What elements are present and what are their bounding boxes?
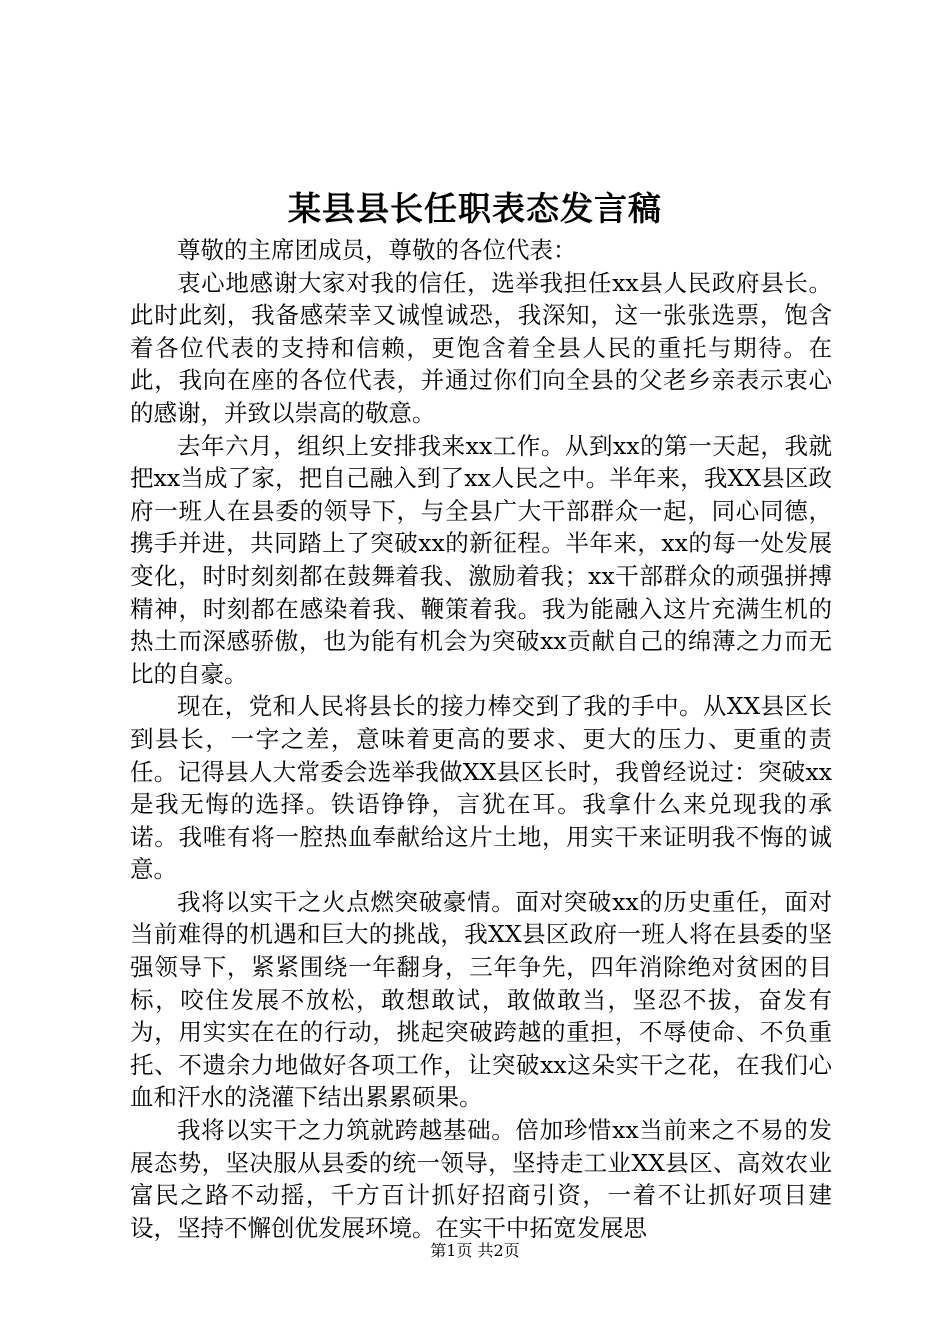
salutation-paragraph: 尊敬的主席团成员，尊敬的各位代表： — [177, 236, 577, 264]
body-paragraph: 现在，党和人民将县长的接力棒交到了我的手中。从XX县区长到县长，一字之差，意味着更高的要求、更大的压力、更重的责任。记得县人大常委会选举我做XX县区长时，我曾经说过：突破xx是我无悔的选择。铁语铮铮，言犹在耳。我拿什么来兑现我的承诺。我唯有将一腔热血奉献给这片土地，用实干来证明我不悔的诚意。 — [130, 692, 832, 884]
body-paragraph: 去年六月，组织上安排我来xx工作。从到xx的第一天起，我就把xx当成了家，把自己融入到了xx人民之中。半年来，我XX县区政府一班人在县委的领导下，与全县广大干部群众一起，同心同德，携手并进，共同踏上了突破xx的新征程。半年来，xx的每一处发展变化，时时刻刻都在鼓舞着我、激励着我；xx干部群众的顽强拼搏精神，时刻都在感染着我、鞭策着我。我为能融入这片充满生机的热土而深感骄傲，也为能有机会为突破xx贡献自己的绵薄之力而无比的自豪。 — [130, 431, 832, 688]
page-number-footer: 第1页 共2页 — [430, 1241, 520, 1260]
document-title: 某县县长任职表态发言稿 — [288, 189, 662, 228]
body-paragraph: 我将以实干之力筑就跨越基础。倍加珍惜xx当前来之不易的发展态势，坚决服从县委的统一领导，坚持走工业XX县区、高效农业富民之路不动摇，千方百计抓好招商引资，一着不让抓好项目建设，坚持不懈创优发展环境。在实干中拓宽发展思 — [130, 1116, 832, 1242]
body-paragraph: 我将以实干之火点燃突破豪情。面对突破xx的历史重任，面对当前难得的机遇和巨大的挑战，我XX县区政府一班人将在县委的坚强领导下，紧紧围绕一年翻身，三年争先，四年消除绝对贫困的目标，咬住发展不放松，敢想敢试，敢做敢当，坚忍不拔，奋发有为，用实实在在的行动，挑起突破跨越的重担，不辱使命、不负重托、不遗余力地做好各项工作，让突破xx这朵实干之花，在我们心血和汗水的浇灌下结出累累硕果。 — [130, 887, 832, 1112]
body-paragraph: 衷心地感谢大家对我的信任，选举我担任xx县人民政府县长。此时此刻，我备感荣幸又诚惶诚恐，我深知，这一张张选票，饱含着各位代表的支持和信赖，更饱含着全县人民的重托与期待。在此，我向在座的各位代表，并通过你们向全县的父老乡亲表示衷心的感谢，并致以崇高的敬意。 — [130, 268, 832, 427]
document-body — [130, 234, 832, 1244]
